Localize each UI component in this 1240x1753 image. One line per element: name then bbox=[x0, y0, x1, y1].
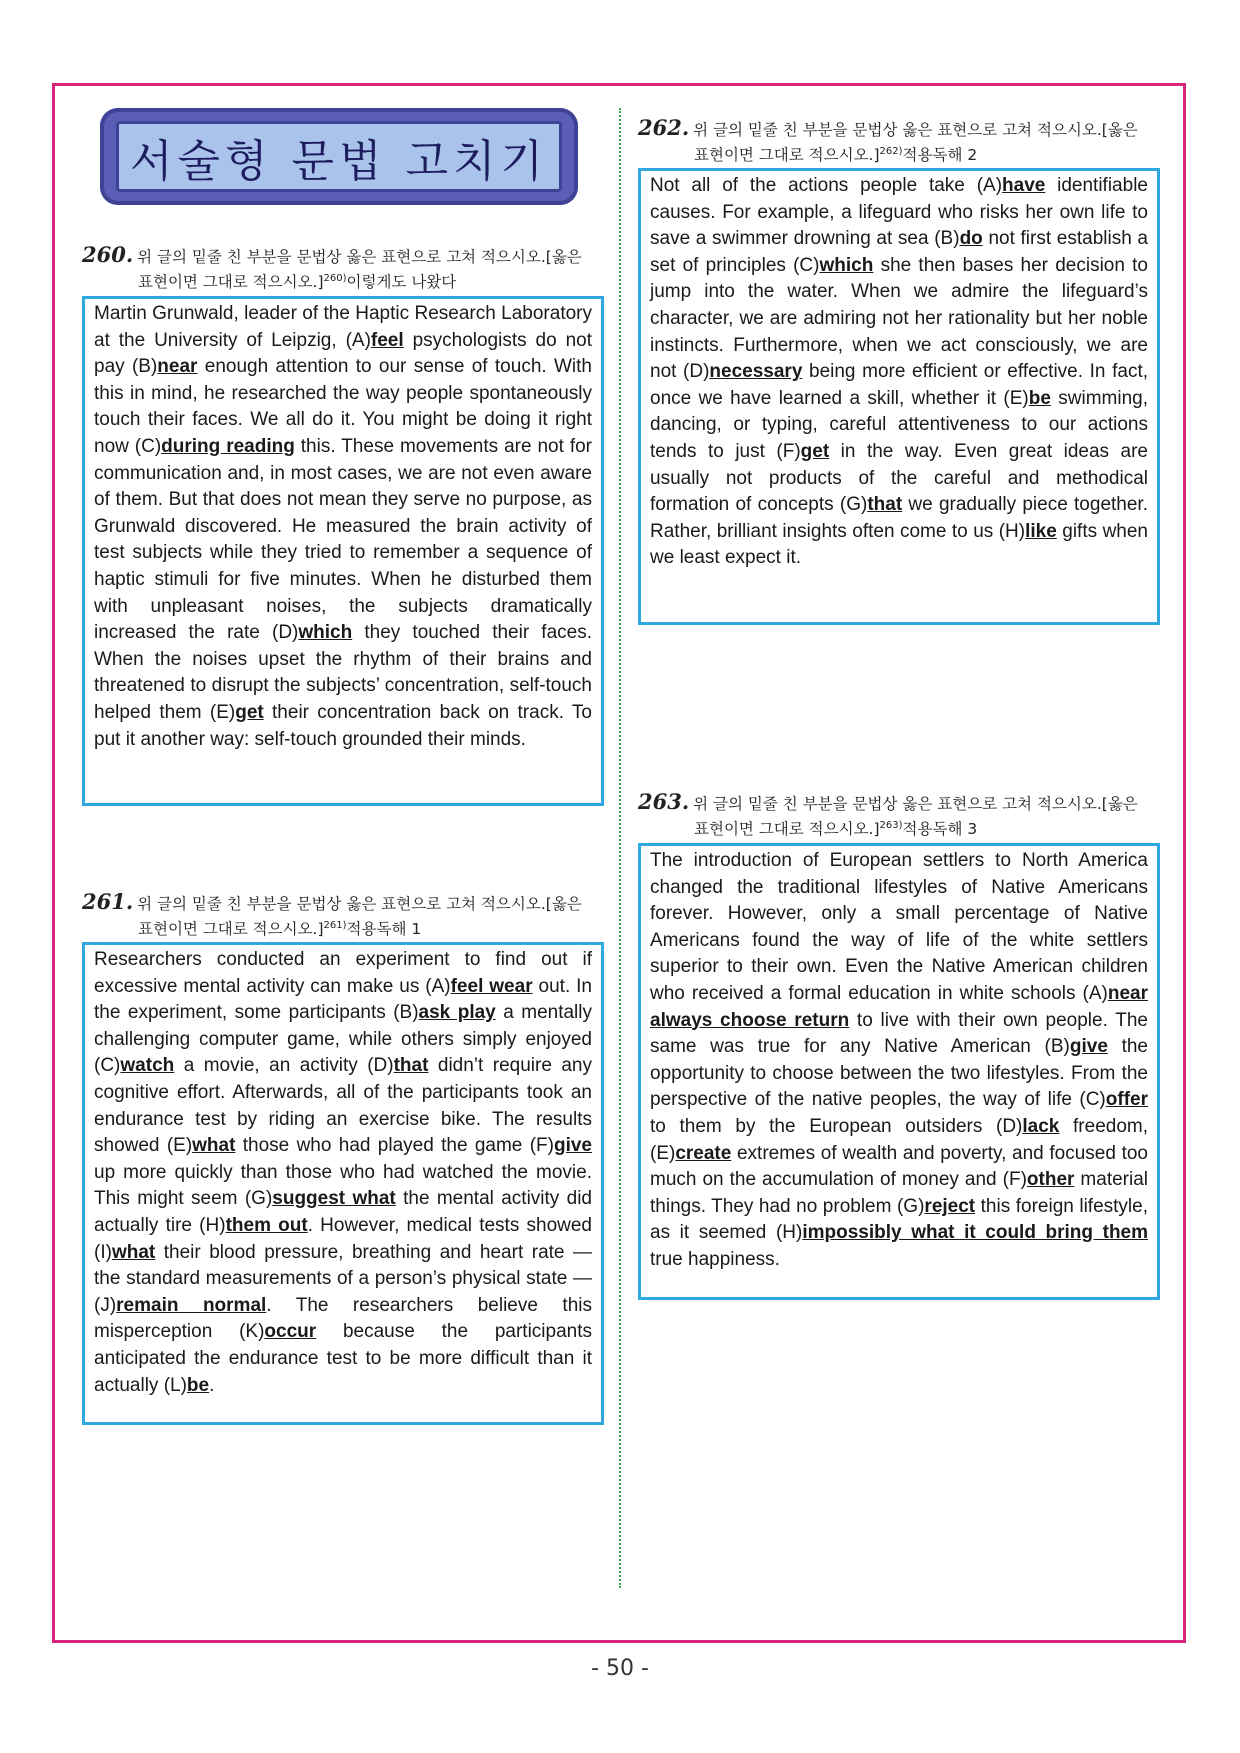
underlined-target: that bbox=[867, 494, 903, 516]
question-source: 적용독해 2 bbox=[902, 146, 978, 165]
question-source: 적용독해 3 bbox=[902, 820, 978, 839]
passage-text: material things. They had no problem (G) bbox=[650, 1169, 1148, 1217]
underlined-target: which bbox=[298, 622, 353, 644]
passage-text: gifts when we least expect it. bbox=[650, 520, 1148, 569]
instruction-line1: 위 글의 밑줄 친 부분을 문법상 옳은 표현으로 고쳐 적으시오.[옳은 bbox=[137, 248, 582, 266]
underlined-target: near bbox=[157, 356, 198, 378]
footnote-ref: 263) bbox=[879, 820, 903, 831]
instruction-line2: 표현이면 그대로 적으시오.] bbox=[138, 920, 324, 939]
question-number: 260. bbox=[82, 242, 134, 267]
underlined-target: ask play bbox=[418, 1002, 496, 1024]
passage-text: to them by the European outsiders (D) bbox=[650, 1115, 1023, 1137]
passage-text: those who had played the game (F) bbox=[235, 1135, 554, 1157]
passage-text: Researchers conducted an experiment to find out if excessive mental activity can make us (A) bbox=[94, 949, 592, 997]
passage-text: extremes of wealth and poverty, and focused too much on the accumulation of money and (F) bbox=[650, 1142, 1148, 1191]
passage-text: out. In the experiment, some participants (B) bbox=[94, 975, 592, 1024]
footnote-ref: 262) bbox=[879, 146, 903, 157]
underlined-target: what bbox=[192, 1135, 236, 1157]
passage-text: freedom, (E) bbox=[650, 1115, 1148, 1164]
page-title: 서술형 문법 고치기 bbox=[116, 121, 562, 192]
question-source: 이렇게도 나왔다 bbox=[346, 273, 457, 292]
passage-text: she then bases her decision to jump into the water. When we admire the lifeguard’s character, we are admiring not her rationality but her noble instincts. Furthermore, when we act consciously, we are not (D) bbox=[650, 254, 1148, 383]
passage-text: enough attention to our sense of touch. With this in mind, he researched the way people spontaneously touch their faces. We all do it. You might be doing it right now (C) bbox=[94, 356, 592, 457]
underlined-target: get bbox=[235, 701, 264, 723]
underlined-target: watch bbox=[120, 1055, 175, 1077]
underlined-target: that bbox=[393, 1055, 429, 1077]
passage-box-260 bbox=[82, 296, 604, 806]
underlined-target: feel bbox=[370, 329, 404, 351]
passage-text: swimming, dancing, or typing, careful attentiveness to our actions tends to just (F) bbox=[650, 387, 1148, 462]
question-header-262 bbox=[638, 117, 1158, 166]
question-number: 261. bbox=[82, 889, 134, 914]
underlined-target: occur bbox=[264, 1321, 317, 1343]
passage-text: the mental activity did actually tire (H) bbox=[94, 1188, 592, 1236]
passage-text: because the participants anticipated the endurance test to be more difficult than it actually (L) bbox=[94, 1321, 592, 1396]
passage-text: the opportunity to choose between the two lifestyles. From the perspective of the native peoples, the way of life (C) bbox=[650, 1036, 1148, 1111]
title-banner bbox=[100, 108, 578, 205]
passage-box-263 bbox=[638, 843, 1160, 1300]
passage-text: this. These movements are not for communication and, in most cases, we are not even aware of them. But that does not mean they serve no purpose, as Grunwald discovered. He measured the brain activity of test subjects while they tried to remember a sequence of haptic stimuli for five minutes. When he disturbed them with unpleasant noises, the subjects dramatically increased the rate (D) bbox=[94, 435, 592, 644]
passage-text: they touched their faces. When the noises upset the rhythm of their brains and threatened to disrupt the subjects’ concentration, self-touch helped them (E) bbox=[94, 622, 593, 723]
underlined-target: feel wear bbox=[450, 975, 533, 997]
question-header-263 bbox=[638, 791, 1158, 840]
underlined-target: near always choose return bbox=[650, 982, 1148, 1031]
instruction-line2: 표현이면 그대로 적으시오.] bbox=[694, 146, 880, 165]
underlined-target: be bbox=[186, 1374, 210, 1396]
passage-text: didn’t require any cognitive effort. Afterwards, all of the participants took an endurance test by riding an exercise bike. The results showed (E) bbox=[94, 1055, 592, 1157]
passage-text: their blood pressure, breathing and heart rate — the standard measurements of a person’s physical state — (J) bbox=[94, 1241, 592, 1316]
underlined-target: suggest what bbox=[272, 1188, 396, 1210]
underlined-target: during reading bbox=[161, 435, 295, 457]
passage-text: identifiable causes. For example, a lifeguard who risks her own life to save a swimmer drowning at sea (B) bbox=[650, 175, 1148, 250]
page-number: - 50 - bbox=[591, 1656, 649, 1681]
underlined-target: what bbox=[111, 1241, 156, 1263]
underlined-target: lack bbox=[1022, 1115, 1060, 1137]
question-number: 263. bbox=[638, 789, 690, 814]
underlined-target: reject bbox=[924, 1195, 976, 1217]
passage-text: up more quickly than those who had watched the movie. This might seem (G) bbox=[94, 1161, 592, 1210]
instruction-line1: 위 글의 밑줄 친 부분을 문법상 옳은 표현으로 고쳐 적으시오.[옳은 bbox=[137, 895, 582, 913]
footnote-ref: 260) bbox=[323, 273, 347, 284]
underlined-target: remain normal bbox=[116, 1294, 267, 1316]
question-header-260 bbox=[82, 244, 602, 293]
passage-text: true happiness. bbox=[650, 1248, 780, 1270]
instruction-line1: 위 글의 밑줄 친 부분을 문법상 옳은 표현으로 고쳐 적으시오.[옳은 bbox=[693, 121, 1138, 139]
passage-text: being more efficient or effective. In fact, once we have learned a skill, whether it (E) bbox=[650, 361, 1148, 409]
underlined-target: other bbox=[1026, 1169, 1075, 1191]
question-number: 262. bbox=[638, 115, 690, 140]
column-divider bbox=[619, 108, 621, 1588]
instruction-line2: 표현이면 그대로 적으시오.] bbox=[138, 273, 324, 292]
passage-text: . The researchers believe this misperception (K) bbox=[94, 1294, 592, 1343]
underlined-target: like bbox=[1025, 520, 1057, 542]
underlined-target: necessary bbox=[709, 361, 803, 383]
passage-text: . bbox=[209, 1374, 215, 1396]
underlined-target: give bbox=[553, 1135, 592, 1157]
question-header-261 bbox=[82, 891, 602, 940]
question-source: 적용독해 1 bbox=[346, 920, 422, 939]
passage-text: in the way. Even great ideas are usually not products of the careful and methodical formation of concepts (G) bbox=[650, 440, 1148, 516]
instruction-line2: 표현이면 그대로 적으시오.] bbox=[694, 820, 880, 839]
underlined-target: which bbox=[819, 254, 874, 276]
underlined-target: give bbox=[1069, 1036, 1108, 1058]
underlined-target: offer bbox=[1105, 1089, 1148, 1111]
underlined-target: impossibly what it could bring them bbox=[802, 1222, 1149, 1244]
passage-text: not first establish a set of principles (C) bbox=[650, 228, 1148, 276]
passage-text: . However, medical tests showed (I) bbox=[94, 1214, 592, 1263]
passage-text: to live with their own people. The same was true for any Native American (B) bbox=[650, 1009, 1148, 1058]
passage-text: a mentally challenging computer game, while others simply enjoyed (C) bbox=[94, 1002, 593, 1077]
underlined-target: have bbox=[1002, 175, 1046, 196]
underlined-target: get bbox=[800, 440, 830, 462]
passage-text: The introduction of European settlers to North America changed the traditional lifestyles of Native Americans forever. However, only a small percentage of Native Americans found the way of life of the white settlers superior to their own. Even the Native American children who received a formal education in white schools (A) bbox=[650, 850, 1148, 1004]
underlined-target: them out bbox=[225, 1214, 308, 1236]
instruction-line1: 위 글의 밑줄 친 부분을 문법상 옳은 표현으로 고쳐 적으시오.[옳은 bbox=[693, 795, 1138, 813]
underlined-target: be bbox=[1028, 387, 1051, 409]
underlined-target: do bbox=[959, 228, 983, 250]
underlined-target: create bbox=[675, 1142, 732, 1164]
passage-text: psychologists do not pay (B) bbox=[94, 329, 592, 378]
passage-text: this foreign lifestyle, as it seemed (H) bbox=[650, 1195, 1148, 1244]
footnote-ref: 261) bbox=[323, 920, 347, 931]
passage-box-262 bbox=[638, 168, 1160, 625]
passage-text: Not all of the actions people take (A) bbox=[650, 175, 1003, 196]
passage-text: a movie, an activity (D) bbox=[174, 1055, 394, 1077]
passage-text: Martin Grunwald, leader of the Haptic Research Laboratory at the University of Leipzig, (A) bbox=[94, 303, 592, 351]
passage-text: we gradually piece together. Rather, brilliant insights often come to us (H) bbox=[650, 494, 1148, 542]
passage-box-261 bbox=[82, 942, 604, 1425]
passage-text: their concentration back on track. To put it another way: self-touch grounded their minds. bbox=[94, 701, 593, 750]
